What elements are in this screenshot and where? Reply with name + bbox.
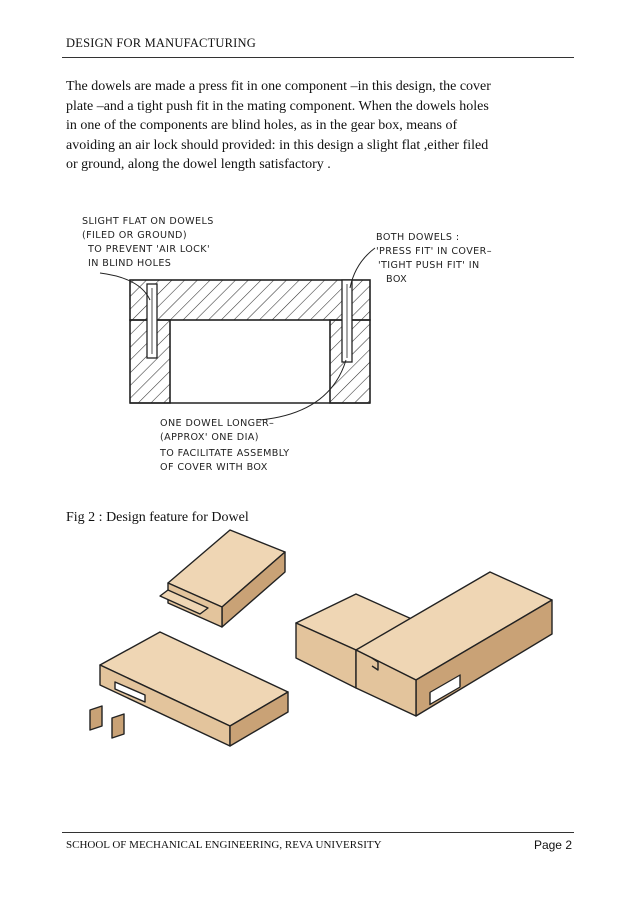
running-header: DESIGN FOR MANUFACTURING <box>66 36 256 50</box>
label-left-line: (FILED OR GROUND) <box>82 230 187 241</box>
label-right-line: BOTH DOWELS : <box>376 232 460 243</box>
figure-caption: Fig 2 : Design feature for Dowel <box>66 510 249 525</box>
label-right-line: BOX <box>386 274 408 285</box>
header-rule <box>62 57 574 58</box>
label-bottom-line: (APPROX' ONE DIA) <box>160 432 259 443</box>
page-number: Page 2 <box>533 838 572 852</box>
footer-rule <box>62 832 574 833</box>
wood-joints-figure <box>60 530 580 820</box>
paragraph-line: in one of the components are blind holes, as in the gear box, means of <box>66 118 458 133</box>
dowel-section-figure <box>60 188 492 478</box>
label-left-line: SLIGHT FLAT ON DOWELS <box>82 216 214 227</box>
paragraph-line: or ground, along the dowel length satisfactory . <box>66 157 331 172</box>
label-left-line: TO PREVENT 'AIR LOCK' <box>88 244 211 255</box>
label-bottom-line: OF COVER WITH BOX <box>160 462 268 473</box>
lower-board <box>90 632 288 746</box>
label-bottom-line: ONE DOWEL LONGER– <box>160 418 275 429</box>
footer-institution: SCHOOL OF MECHANICAL ENGINEERING, REVA UNIVERSITY <box>66 839 382 851</box>
label-right-line: 'TIGHT PUSH FIT' IN <box>378 260 480 271</box>
body-paragraph <box>66 77 546 175</box>
paragraph-line: plate –and a tight push fit in the mating component. When the dowels holes <box>66 98 489 114</box>
paragraph-line: avoiding an air lock should provided: in this design a slight flat ,either filed <box>66 137 489 153</box>
cover-plate <box>130 280 370 320</box>
label-bottom-line: TO FACILITATE ASSEMBLY <box>160 448 290 459</box>
corner-joint <box>296 572 552 716</box>
paragraph-line: The dowels are made a press fit in one component –in this design, the cover <box>66 79 491 94</box>
label-left-line: IN BLIND HOLES <box>88 258 172 269</box>
label-right-line: 'PRESS FIT' IN COVER– <box>376 246 492 257</box>
label-left <box>82 216 214 269</box>
label-bottom <box>159 418 290 473</box>
label-right <box>376 232 492 285</box>
